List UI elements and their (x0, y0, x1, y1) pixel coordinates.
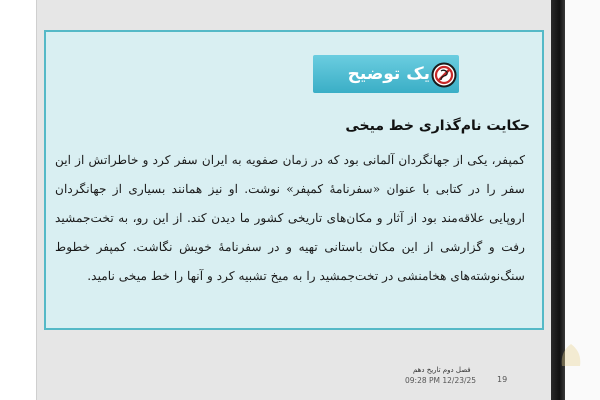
no-sign-icon (431, 62, 457, 88)
footer-datetime: 09:28 PM 12/23/25 (405, 376, 477, 385)
page-number: 19 (497, 375, 508, 384)
watermark-icon (558, 340, 584, 370)
body-paragraph: کمپفر، یکی از جهانگردان آلمانی بود که در زمان صفویه به ایران سفر کرد و خاطراتش از این سفر را در کتابی با عنوان «سفرنامهٔ کمپفر» نوشت. او نیز همانند بسیاری از جهانگردان اروپایی علاقه‌مند بود از آثار و مکان‌های تاریخی کشور ما دیدن کند. از این رو، به تخت‌جمشید رفت و گزارشی از این مکان باستانی تهیه و در سفرنامهٔ خویش نگاشت. کمپفر خطوط سنگ‌نوشته‌های هخامنشی در تخت‌جمشید را به میخ تشبیه کرد و آنها را خط میخی نامید. (55, 153, 525, 283)
subheading: حکایت نام‌گذاری خط میخی (345, 118, 530, 134)
footer-label: فصل دوم تاریخ دهم (413, 366, 471, 374)
header-title: یک توضیح (347, 64, 430, 84)
